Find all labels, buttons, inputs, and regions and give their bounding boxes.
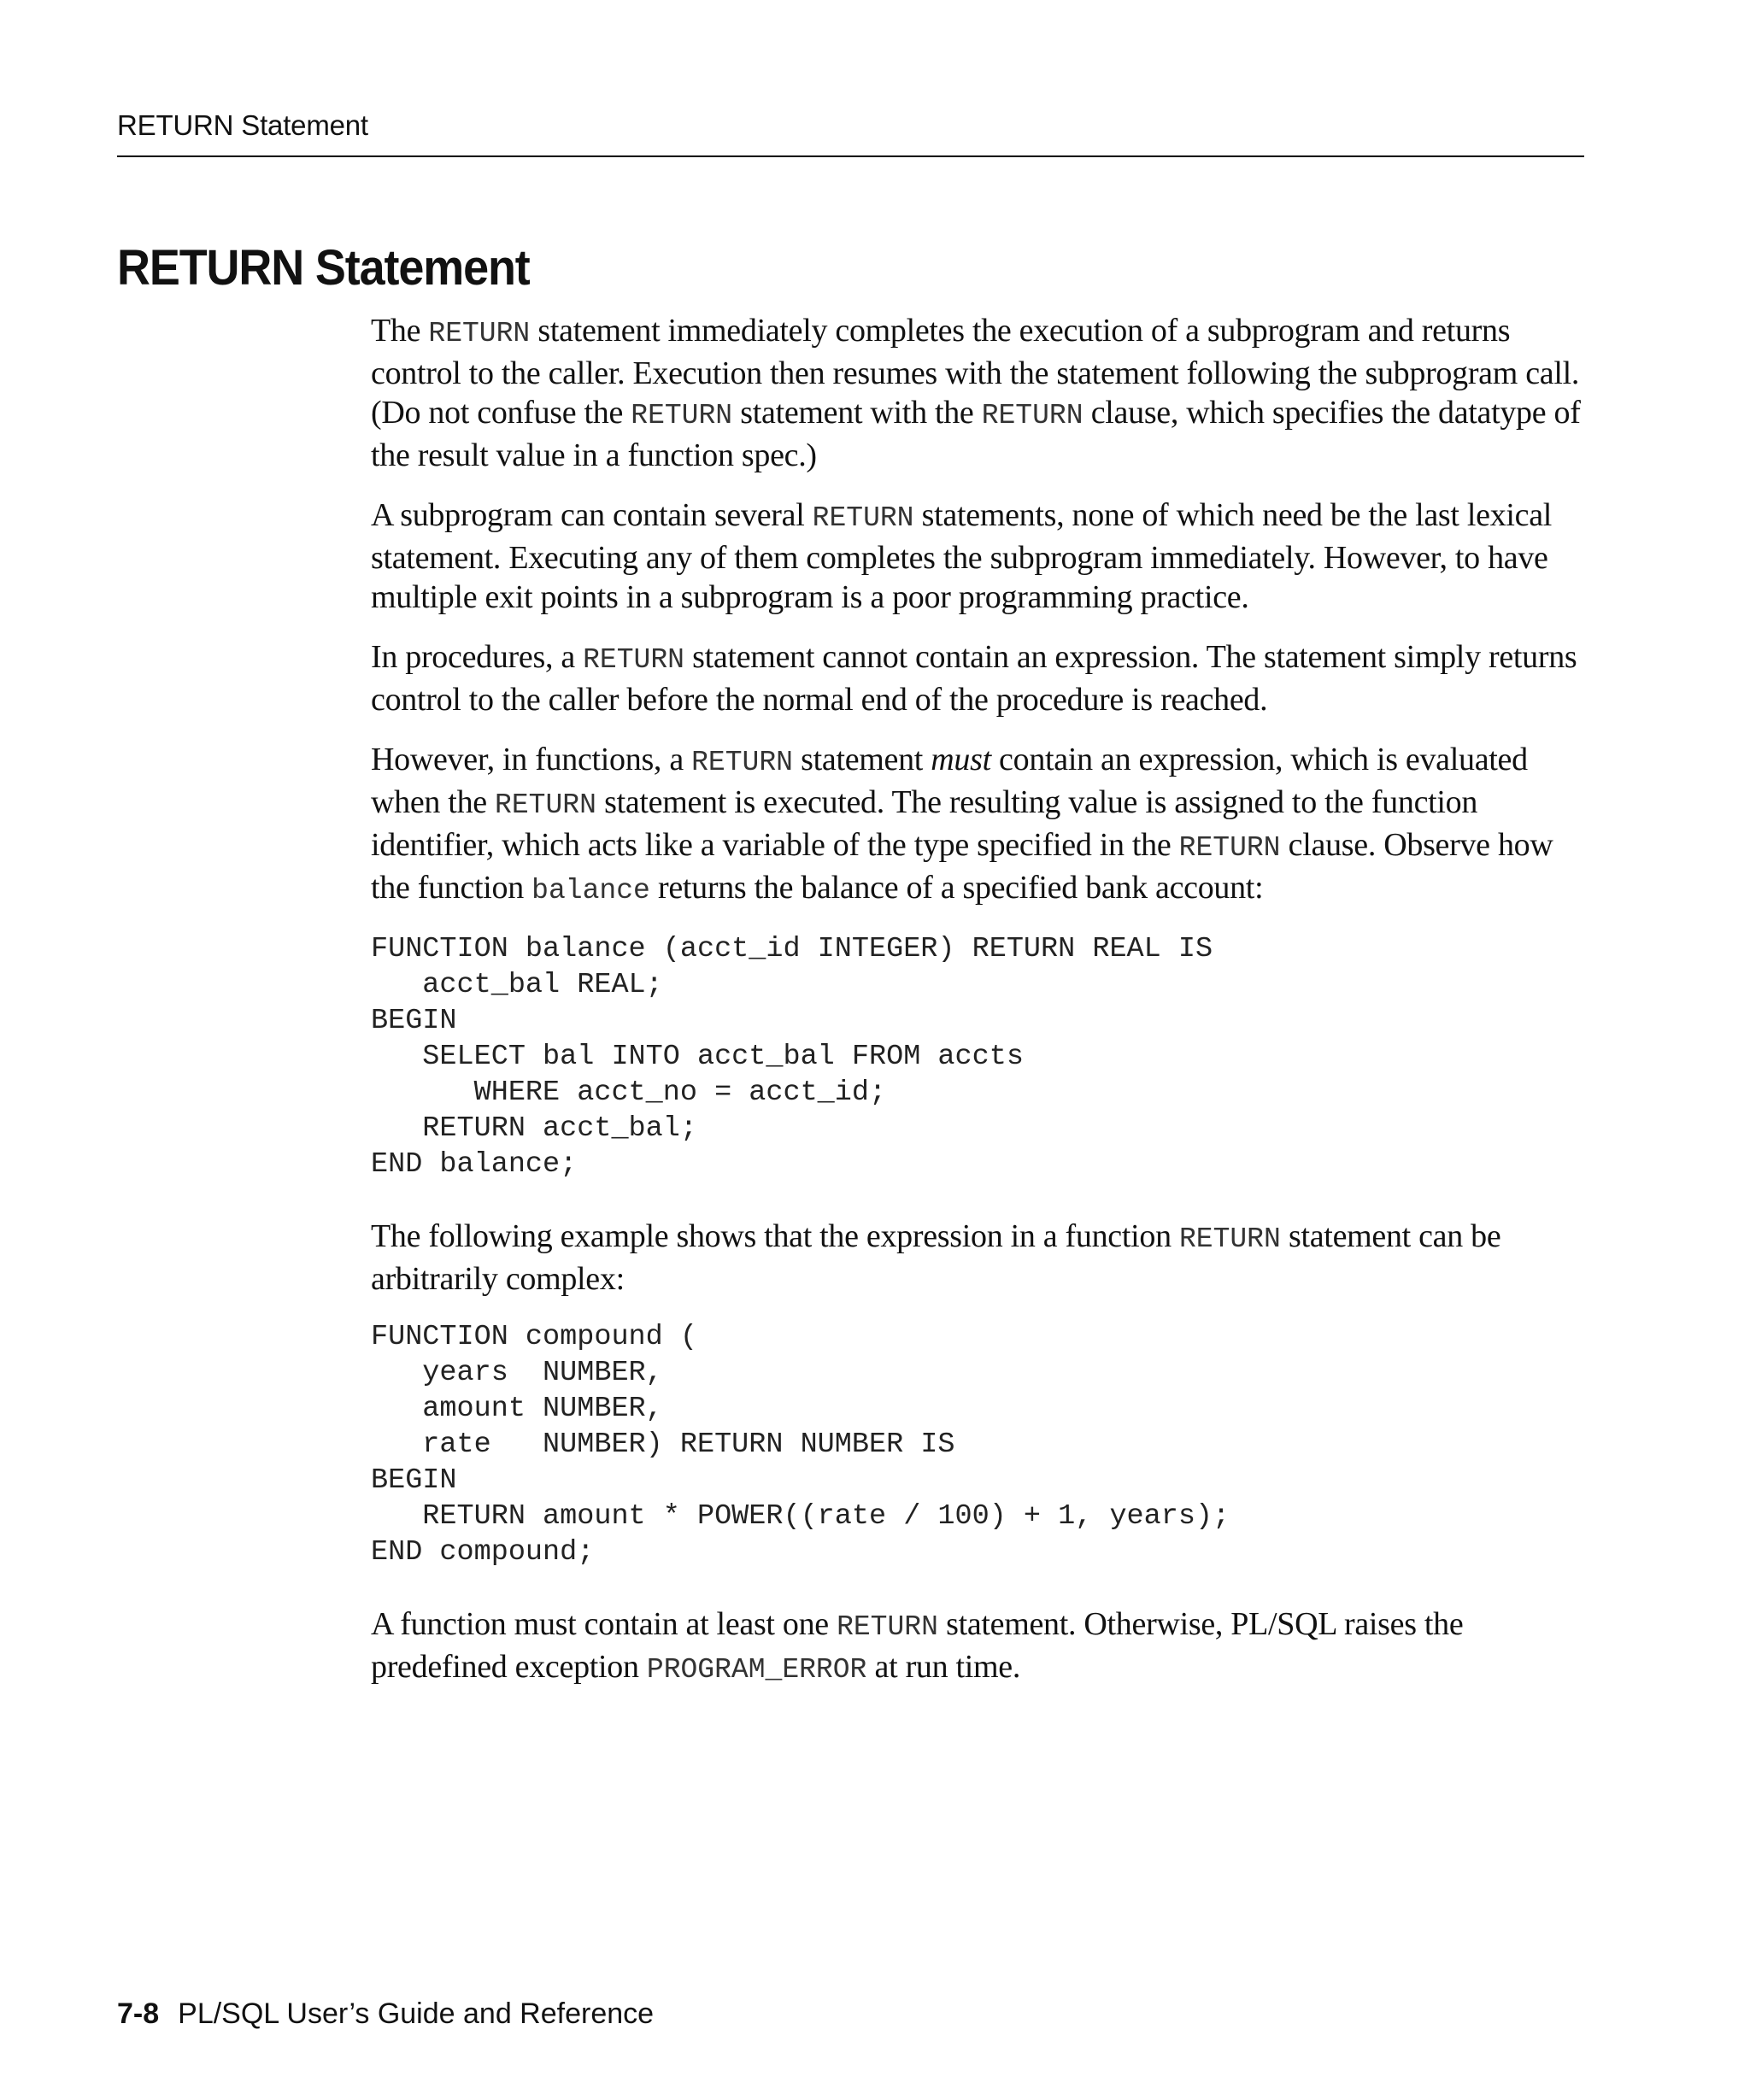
- inline-code: balance: [531, 875, 650, 906]
- text-run: statement: [792, 742, 931, 777]
- inline-code: RETURN: [837, 1611, 938, 1643]
- text-run: statements, none of which need be the last lexical statement. Executing any of them completes the subprogram immediately. However, to have multiple exit points in a subprogram is a poor programming practice.: [371, 497, 1553, 615]
- code-example-balance: FUNCTION balance (acct_id INTEGER) RETURN REAL IS acct_bal REAL; BEGIN SELECT bal INTO acct_bal FROM accts WHERE acct_no = acct_id; RETURN acct_bal; END balance;: [371, 933, 1213, 1181]
- emphasis-text: must: [931, 742, 991, 777]
- paragraph-return-intro: [371, 311, 1584, 475]
- text-run: statement. Otherwise, PL/SQL raises the predefined exception: [371, 1606, 1464, 1685]
- text-run: statement with the: [732, 395, 982, 431]
- text-run: statement can be arbitrarily complex:: [371, 1218, 1501, 1297]
- section-title: RETURN Statement: [117, 240, 530, 296]
- text-run: A function must contain at least one: [371, 1606, 837, 1642]
- code-example-compound: FUNCTION compound ( years NUMBER, amount NUMBER, rate NUMBER) RETURN NUMBER IS BEGIN RETURN amount * POWER((rate / 100) + 1, years); END compound;: [371, 1321, 1230, 1569]
- inline-code: RETURN: [631, 400, 733, 431]
- inline-code: RETURN: [1178, 832, 1281, 864]
- text-run: clause. Observe how the function: [371, 827, 1553, 906]
- text-run: However, in functions, a: [371, 742, 692, 777]
- main-content: [371, 311, 1584, 1710]
- paragraph-complex-expression: [371, 1217, 1584, 1299]
- paragraph-functions: [371, 740, 1584, 911]
- inline-code: RETURN: [812, 502, 914, 534]
- inline-code: PROGRAM_ERROR: [646, 1654, 867, 1686]
- text-run: returns the balance of a specified bank account:: [649, 870, 1264, 906]
- text-run: statement is executed. The resulting value is assigned to the function identifier, which acts like a variable of the type specified in the: [371, 784, 1478, 863]
- paragraph-program-error: [371, 1604, 1584, 1690]
- page-footer: [117, 1997, 654, 2031]
- paragraph-procedures: [371, 637, 1584, 719]
- inline-code: RETURN: [981, 400, 1083, 431]
- inline-code: RETURN: [495, 789, 596, 821]
- header-divider: [117, 155, 1584, 157]
- book-title: PL/SQL User’s Guide and Reference: [178, 1997, 655, 2030]
- inline-code: RETURN: [1178, 1223, 1281, 1255]
- inline-code: RETURN: [583, 644, 684, 676]
- text-run: statement immediately completes the execution of a subprogram and returns control to the caller. Execution then resumes with the statement following the subprogram call. (Do not confuse the: [371, 313, 1580, 431]
- text-run: clause, which specifies the datatype of the result value in a function spec.): [371, 395, 1581, 473]
- text-run: at run time.: [866, 1649, 1021, 1685]
- paragraph-multiple-returns: [371, 496, 1584, 617]
- text-run: statement cannot contain an expression. The statement simply returns control to the caller before the normal end of the procedure is reached.: [371, 639, 1577, 718]
- inline-code: RETURN: [428, 318, 531, 349]
- text-run: The: [371, 313, 429, 349]
- text-run: A subprogram can contain several: [371, 497, 813, 533]
- page-number: 7-8: [117, 1997, 160, 2030]
- inline-code: RETURN: [691, 747, 793, 778]
- text-run: In procedures, a: [371, 639, 584, 675]
- running-header: RETURN Statement: [117, 109, 368, 141]
- text-run: The following example shows that the expression in a function: [371, 1218, 1179, 1254]
- text-run: contain an expression, which is evaluated when the: [371, 742, 1528, 820]
